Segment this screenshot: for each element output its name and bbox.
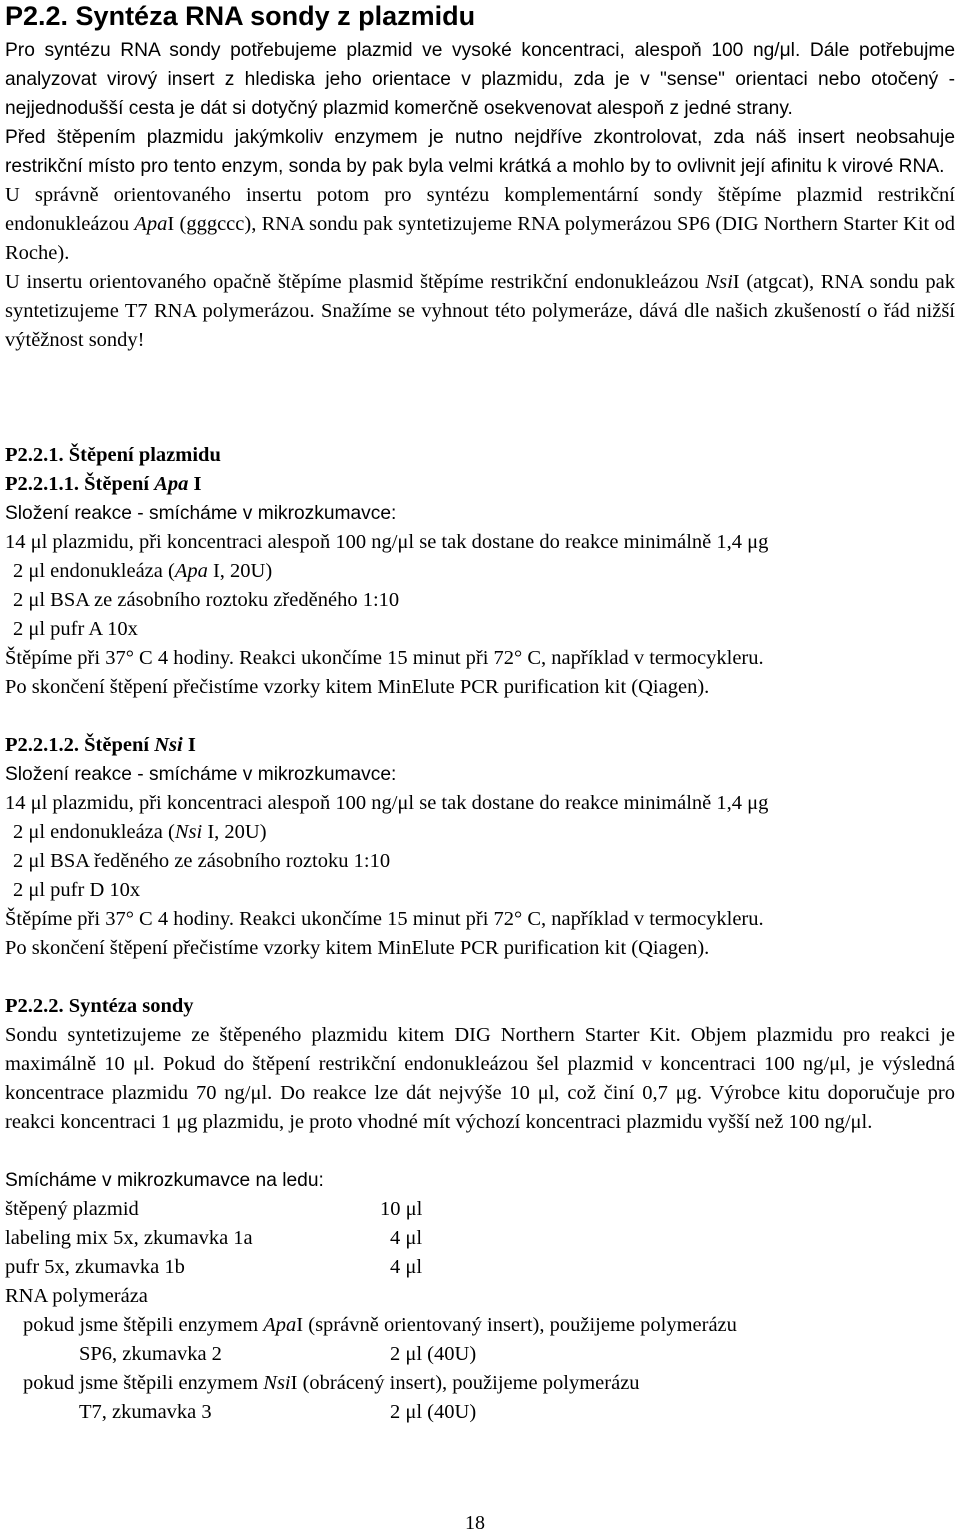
paragraph-apa-text-a: U správně orientovaného insertu potom pro syntézu komplementární sondy štěpíme plazmid restrikční endonukleázou — [5, 184, 955, 235]
case-apa-tube: SP6, zkumavka 2 — [79, 1343, 222, 1365]
apa-line-buffer: 2 μl pufr A 10x — [13, 618, 138, 640]
intro-paragraph-1: Pro syntézu RNA sondy potřebujeme plazmid ve vysoké koncentraci, alespoň 100 ng/μl. Dále potřebujme analyzovat virový insert z hlediska jeho orientace v plazmidu, zda je v "sense" orientaci nebo otočený - nejjednodušší cesta je dát si dotyčný plazmid komerčně osekvenovat alespoň z jedné strany. — [5, 40, 955, 119]
case-nsi-tube: T7, zkumavka 3 — [79, 1401, 212, 1423]
case-nsi-line — [23, 1369, 640, 1398]
nsi-line-purification: Po skončení štěpení přečistíme vzorky kitem MinElute PCR purification kit (Qiagen). — [5, 937, 710, 959]
nsi-line-enzyme-a: 2 μl endonukleáza ( — [13, 821, 175, 843]
ice-row-3 — [5, 1253, 605, 1282]
subsection-title-2-2-1: P2.2.1. Štěpení plazmidu — [5, 444, 221, 466]
ice-row-2-item: labeling mix 5x, zkumavka 1a — [5, 1227, 253, 1249]
ice-intro: Smícháme v mikrozkumavce na ledu: — [5, 1170, 324, 1191]
case-apa-enzyme: Apa — [263, 1314, 297, 1336]
apa-line-purification: Po skončení štěpení přečistíme vzorky kitem MinElute PCR purification kit (Qiagen). — [5, 676, 710, 698]
paragraph-apa-text-b: I (gggccc), RNA sondu pak syntetizujeme RNA polymerázou SP6 (DIG Northern Starter Kit od Roche). — [5, 213, 955, 264]
nsi-line-plasmid: 14 μl plazmidu, při koncentraci alespoň 100 ng/μl se tak dostane do reakce minimálně 1,4 μg — [5, 792, 769, 814]
ice-row-3-amount: 4 μl — [390, 1256, 423, 1278]
subsection-title-2-2-1-1 — [5, 470, 202, 499]
mix-intro-nsi: Složení reakce - smícháme v mikrozkumavce: — [5, 764, 397, 785]
subsection-title-2-2-1-2 — [5, 731, 196, 760]
case-nsi-text-b: I (obrácený insert), použijeme polymerázu — [290, 1372, 640, 1394]
paragraph-nsi-text-a: U insertu orientovaného opačně štěpíme plasmid štěpíme restrikční endonukleázou — [5, 271, 706, 293]
intro-block — [5, 36, 955, 355]
case-apa-text-a: pokud jsme štěpili enzymem — [23, 1314, 264, 1336]
case-nsi-tube-row — [79, 1398, 579, 1427]
rna-polymerase-label: RNA polymeráza — [5, 1285, 148, 1307]
nsi-line-enzyme — [5, 818, 267, 847]
case-nsi-enzyme: Nsi — [263, 1372, 291, 1394]
subsection-2-2-1-2-prefix: P2.2.1.2. Štěpení — [5, 734, 155, 756]
nsi-line-incubation: Štěpíme při 37° C 4 hodiny. Reakci ukončíme 15 minut při 72° C, například v termocykleru. — [5, 908, 764, 930]
case-apa-amount: 2 μl (40U) — [390, 1343, 477, 1365]
paragraph-apa — [5, 181, 955, 268]
paragraph-nsi-text-b: I (atgcat), RNA sondu pak syntetizujeme T7 RNA polymerázou. Snažíme se vyhnout této polymeráze, dává dle našich zkušeností o řád nižší výtěžnost sondy! — [5, 271, 955, 351]
apa-line-plasmid: 14 μl plazmidu, při koncentraci alespoň 100 ng/μl se tak dostane do reakce minimálně 1,4 μg — [5, 531, 769, 553]
ice-row-1-item: štěpený plazmid — [5, 1198, 139, 1220]
subsection-2-2-1-1-enzyme: Apa — [154, 473, 189, 495]
case-apa-tube-row — [79, 1340, 579, 1369]
apa-line-incubation: Štěpíme při 37° C 4 hodiny. Reakci ukončíme 15 minut při 72° C, například v termocykleru. — [5, 647, 764, 669]
paragraph-nsi — [5, 268, 955, 355]
case-nsi-amount: 2 μl (40U) — [390, 1401, 477, 1423]
page-number: 18 — [465, 1512, 485, 1534]
paragraph-nsi-enzyme: Nsi — [705, 271, 733, 293]
paragraph-apa-enzyme: Apa — [134, 213, 168, 235]
nsi-line-enzyme-name: Nsi — [174, 821, 203, 843]
apa-line-enzyme-name: Apa — [174, 560, 208, 582]
intro-paragraph-2: Před štěpením plazmidu jakýmkoliv enzymem je nutno nejdříve zkontrolovat, zda náš insert neobsahuje restrikční místo pro tento enzym, sonda by pak byla velmi krátká a mohlo by to ovlivnit její afinitu k virové RNA. — [5, 127, 955, 177]
ice-row-3-item: pufr 5x, zkumavka 1b — [5, 1256, 185, 1278]
ice-row-1 — [5, 1195, 605, 1224]
nsi-line-bsa: 2 μl BSA ředěného ze zásobního roztoku 1:10 — [13, 850, 391, 872]
subsection-2-2-1-1-suffix: I — [188, 473, 202, 495]
apa-line-enzyme — [5, 557, 272, 586]
case-nsi-text-a: pokud jsme štěpili enzymem — [23, 1372, 264, 1394]
nsi-line-enzyme-b: I, 20U) — [202, 821, 267, 843]
apa-line-bsa: 2 μl BSA ze zásobního roztoku zředěného 1:10 — [13, 589, 400, 611]
synthesis-paragraph: Sondu syntetizujeme ze štěpeného plazmidu kitem DIG Northern Starter Kit. Objem plazmidu pro reakci je maximálně 10 μl. Pokud do štěpení restrikční endonukleázou šel plazmid v koncentraci 100 ng/μl, je výsledná koncentrace plazmidu 70 ng/μl. Do reakce lze dát nejvýše 10 μl, což činí 0,7 μg. Výrobce kitu doporučuje pro reakci koncentraci 1 μg plazmidu, je proto vhodné mít výchozí koncentraci plazmidu vyšší než 100 ng/μl. — [5, 1024, 955, 1133]
subsection-title-2-2-2: P2.2.2. Syntéza sondy — [5, 995, 194, 1017]
section-heading: P2.2. Syntéza RNA sondy z plazmidu — [5, 1, 476, 31]
ice-row-2-amount: 4 μl — [390, 1227, 423, 1249]
subsection-2-2-1-2-suffix: I — [182, 734, 196, 756]
apa-line-enzyme-b: I, 20U) — [207, 560, 273, 582]
ice-row-2 — [5, 1224, 605, 1253]
mix-intro-apa: Složení reakce - smícháme v mikrozkumavce: — [5, 503, 397, 524]
subsection-2-2-1-1-prefix: P2.2.1.1. Štěpení — [5, 473, 155, 495]
ice-row-1-amount: 10 μl — [380, 1198, 423, 1220]
case-apa-text-b: I (správně orientovaný insert), použijeme polymerázu — [296, 1314, 737, 1336]
apa-line-enzyme-a: 2 μl endonukleáza ( — [13, 560, 175, 582]
case-apa-line — [23, 1311, 737, 1340]
subsection-2-2-1-2-enzyme: Nsi — [154, 734, 183, 756]
nsi-line-buffer: 2 μl pufr D 10x — [13, 879, 141, 901]
